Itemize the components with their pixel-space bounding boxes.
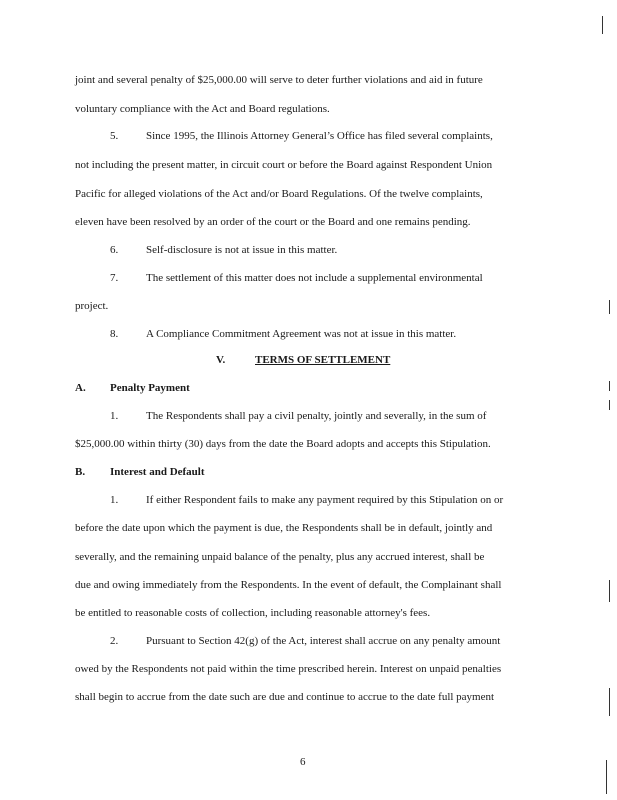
paragraph-number: 8. [110,328,119,340]
body-line: $25,000.00 within thirty (30) days from the date the Board adopts and accepts this Stipulation. [75,438,491,450]
body-line: due and owing immediately from the Respondents. In the event of default, the Complainant shall [75,579,502,591]
body-line: A Compliance Commitment Agreement was not at issue in this matter. [146,328,457,340]
paragraph-number: 5. [110,130,119,142]
body-line: Self-disclosure is not at issue in this matter. [146,244,338,256]
body-line: If either Respondent fails to make any payment required by this Stipulation on or [146,494,504,506]
section-numeral: V. [216,354,226,366]
paragraph-number: 7. [110,272,119,284]
body-line: voluntary compliance with the Act and Board regulations. [75,103,330,115]
scan-margin-mark [609,381,610,391]
body-line: The Respondents shall pay a civil penalty, jointly and severally, in the sum of [146,410,487,422]
body-line: project. [75,300,109,312]
paragraph-number: 2. [110,635,119,647]
body-line: severally, and the remaining unpaid balance of the penalty, plus any accrued interest, shall be [75,551,485,563]
body-line: Since 1995, the Illinois Attorney General’s Office has filed several complaints, [146,130,493,142]
paragraph-number: 1. [110,494,119,506]
scan-margin-mark [602,16,603,34]
subheading-title: Penalty Payment [110,382,190,394]
paragraph-number: 1. [110,410,119,422]
page-number: 6 [300,756,306,768]
subheading-letter: A. [75,382,86,394]
subheading-letter: B. [75,466,86,478]
body-line: Pursuant to Section 42(g) of the Act, interest shall accrue on any penalty amount [146,635,501,647]
body-line: joint and several penalty of $25,000.00 will serve to deter further violations and aid in future [75,74,483,86]
body-line: shall begin to accrue from the date such are due and continue to accrue to the date full payment [75,691,495,703]
scan-margin-mark [609,688,610,716]
body-line: The settlement of this matter does not include a supplemental environmental [146,272,483,284]
scan-margin-mark [609,300,610,314]
body-line: owed by the Respondents not paid within the time prescribed herein. Interest on unpaid penalties [75,663,502,675]
body-line: not including the present matter, in circuit court or before the Board against Respondent Union [75,159,493,171]
body-line: Pacific for alleged violations of the Act and/or Board Regulations. Of the twelve complaints, [75,188,483,200]
subheading-title: Interest and Default [110,466,205,478]
paragraph-number: 6. [110,244,119,256]
scan-margin-mark [609,580,610,602]
body-line: eleven have been resolved by an order of the court or the Board and one remains pending. [75,216,471,228]
scan-margin-mark [606,760,607,794]
section-title: TERMS OF SETTLEMENT [255,354,391,366]
body-line: be entitled to reasonable costs of collection, including reasonable attorney's fees. [75,607,431,619]
scan-margin-mark [609,400,610,410]
body-line: before the date upon which the payment is due, the Respondents shall be in default, jointly and [75,522,493,534]
